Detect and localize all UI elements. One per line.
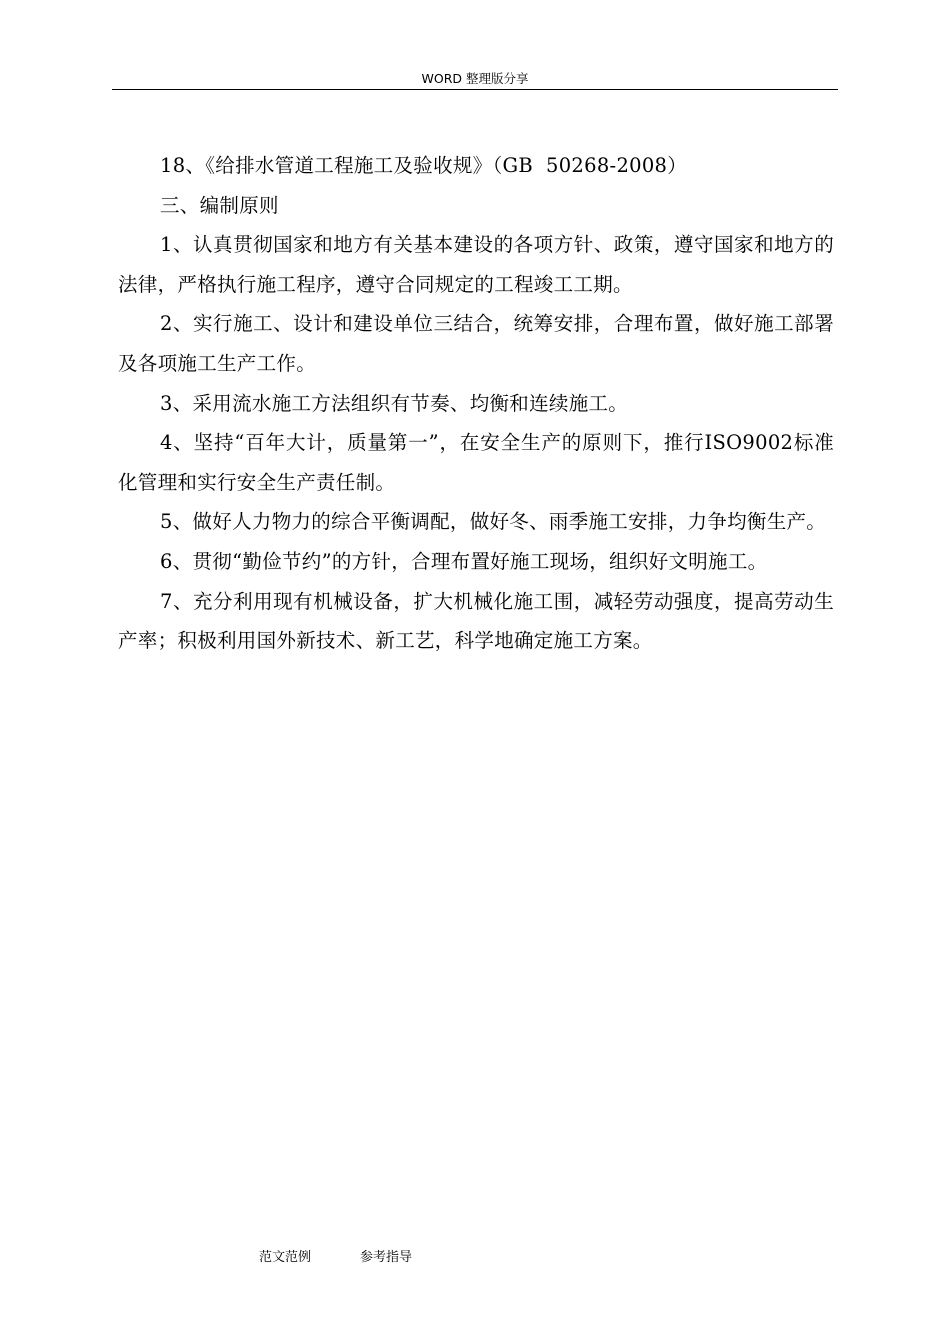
footer-left-text: 范文范例 (259, 1250, 312, 1265)
paragraph-standard-18: 18、《给排水管道工程施工及验收规》（GB 50268-2008） (160, 154, 688, 177)
paragraph-principle-4: 4、坚持“百年大计，质量第一”，在安全生产的原则下，推行ISO9002标准化管理和实行安全生产责任制。 (118, 431, 834, 494)
paragraph-principle-1: 1、认真贯彻国家和地方有关基本建设的各项方针、政策，遵守国家和地方的法律，严格执行施工程序，遵守合同规定的工程竣工工期。 (118, 233, 834, 296)
section-heading-principles: 三、编制原则 (160, 193, 279, 217)
page-header: WORD 整理版分享 (421, 71, 529, 86)
paragraph-principle-2: 2、实行施工、设计和建设单位三结合，统筹安排，合理布置，做好施工部署及各项施工生产工作。 (118, 312, 834, 375)
header-rule (112, 89, 838, 90)
footer-right-text: 参考指导 (360, 1250, 413, 1265)
paragraph-principle-7: 7、充分利用现有机械设备，扩大机械化施工围，减轻劳动强度，提高劳动生产率；积极利用国外新技术、新工艺，科学地确定施工方案。 (118, 589, 834, 653)
paragraph-principle-3: 3、采用流水施工方法组织有节奏、均衡和连续施工。 (160, 391, 629, 415)
paragraph-principle-5: 5、做好人力物力的综合平衡调配，做好冬、雨季施工安排，力争均衡生产。 (160, 510, 827, 534)
paragraph-principle-6: 6、贯彻“勤俭节约”的方针，合理布置好施工现场，组织好文明施工。 (160, 549, 768, 573)
document-body (118, 146, 834, 661)
